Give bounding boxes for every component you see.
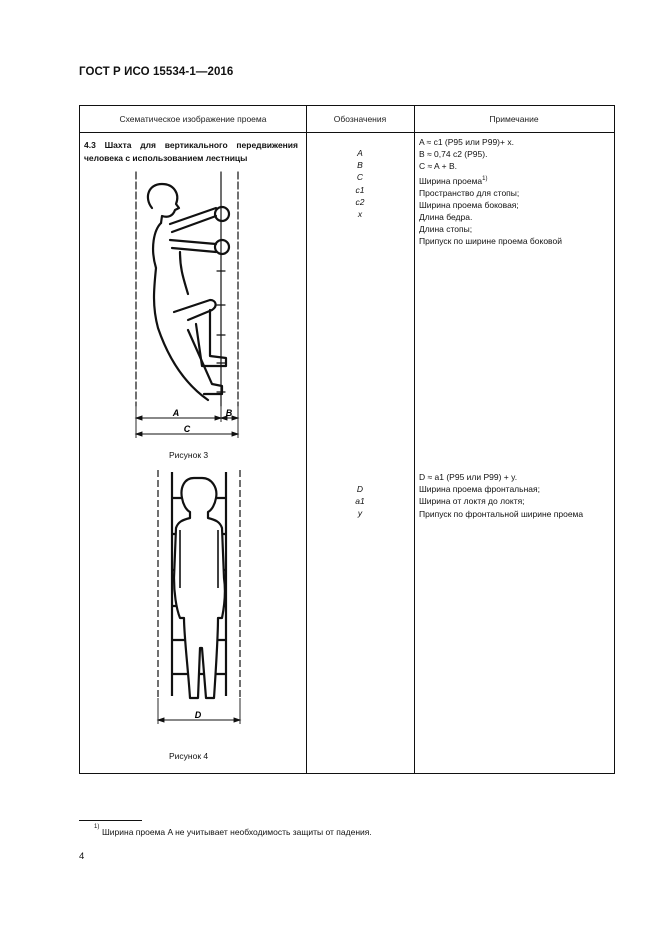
note-item: Припуск по фронтальной ширине проема — [419, 508, 584, 519]
symbols-group-2 — [306, 483, 414, 520]
document-header: ГОСТ Р ИСО 15534-1—2016 — [79, 66, 234, 78]
dimension-label-d: D — [194, 710, 202, 720]
symbol-d: D — [356, 484, 364, 494]
notes-group-2 — [419, 471, 609, 520]
note-item: Пространство для стопы; — [419, 187, 520, 198]
figure-3-ladder-side-view — [130, 168, 250, 438]
note-item: Длина бедра. — [419, 212, 473, 223]
figure-3-caption: Рисунок 3 — [169, 450, 209, 460]
formula-a: A ≈ c1 (P95 или P99)+ x. — [419, 137, 514, 147]
footnote-text: Ширина проема A не учитывает необходимость защиты от падения. — [102, 827, 372, 837]
symbol-y: y — [357, 508, 363, 519]
formula-d: D ≈ a1 (P95 или P99) + y. — [419, 472, 518, 482]
symbol-a1: a1 — [355, 496, 365, 507]
note-item: Ширина от локтя до локтя; — [419, 496, 525, 507]
note-item: Ширина проема фронтальная; — [419, 484, 540, 495]
note-item: Длина стопы; — [419, 224, 473, 235]
footnote-separator — [79, 820, 142, 821]
footnote — [94, 824, 372, 837]
footnote-ref[interactable]: 1) — [482, 175, 488, 182]
note-item: Ширина проема боковая; — [419, 199, 519, 210]
symbol-c1: c1 — [355, 184, 365, 195]
symbol-x: x — [357, 209, 363, 220]
footnote-mark: 1) — [94, 824, 100, 830]
formula-b: B ≈ 0,74 c2 (P95). — [419, 149, 488, 160]
symbol-b: B — [357, 160, 363, 171]
note-item — [419, 173, 609, 187]
dimension-label-b: B — [225, 408, 233, 418]
row-title: 4.3 Шахта для вертикального передвижения человека с использованием лестницы — [84, 140, 298, 163]
dimension-label-c: C — [183, 424, 191, 434]
notes-group-1 — [419, 136, 609, 248]
symbol-c: C — [356, 172, 364, 183]
symbol-c2: c2 — [355, 196, 365, 207]
figure-4-ladder-front-view — [154, 468, 244, 728]
header-divider — [80, 132, 614, 133]
note-item: Припуск по ширине проема боковой — [419, 236, 562, 247]
symbols-group-1 — [306, 147, 414, 220]
formula-c: C ≈ A + B. — [419, 161, 457, 172]
symbol-a: A — [357, 148, 363, 158]
opening-table — [79, 105, 615, 774]
col-header-scheme: Схематическое изображение проема — [119, 114, 267, 124]
col-header-notes: Примечание — [489, 114, 539, 124]
note-item-text: Ширина проема — [419, 175, 483, 186]
col-header-symbols: Обозначения — [333, 114, 387, 124]
column-divider — [414, 106, 415, 773]
page-number: 4 — [79, 851, 85, 862]
figure-4-caption: Рисунок 4 — [169, 751, 209, 761]
dimension-label-a: A — [172, 408, 180, 418]
